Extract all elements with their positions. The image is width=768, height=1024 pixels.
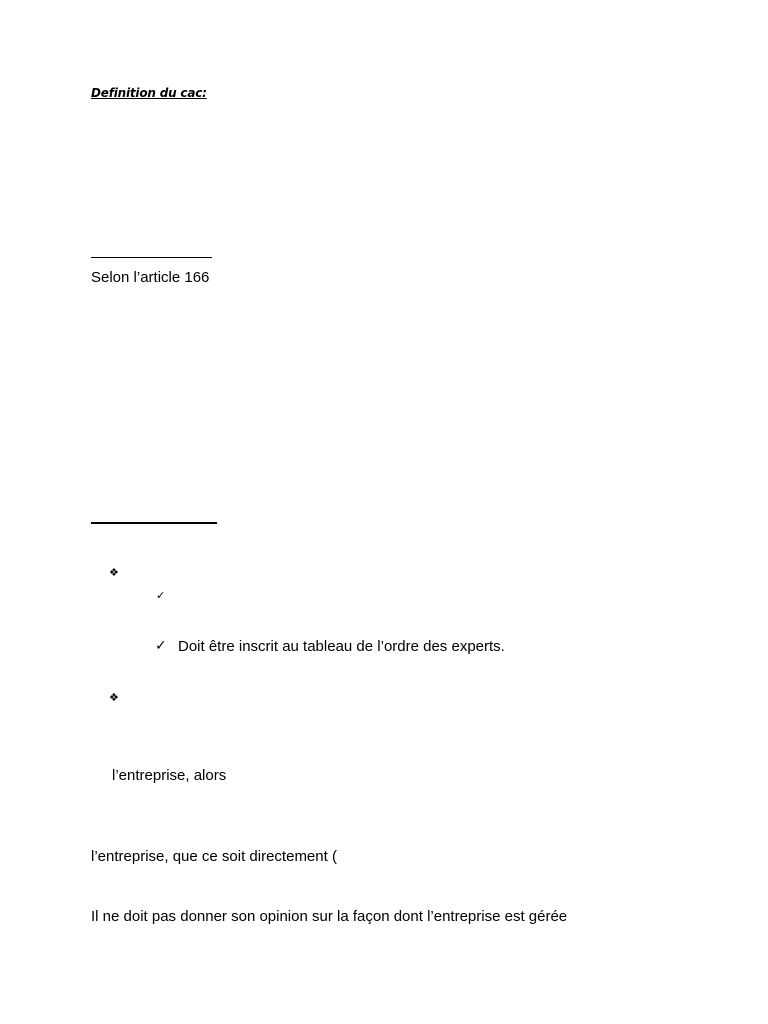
- document-heading: Definition du cac:: [91, 86, 207, 100]
- section-divider: [91, 257, 212, 258]
- section-divider: [91, 522, 217, 524]
- paragraph-text: l’entreprise, alors: [112, 767, 227, 784]
- paragraph-text: l’entreprise, que ce soit directement (: [91, 848, 337, 865]
- list-item-text: Doit être inscrit au tableau de l’ordre des experts.: [178, 638, 505, 655]
- diamond-bullet-icon: ❖: [109, 566, 119, 579]
- diamond-bullet-icon: ❖: [109, 691, 119, 704]
- paragraph-text: Il ne doit pas donner son opinion sur la façon dont l’entreprise est gérée: [91, 908, 568, 925]
- article-reference: Selon l’article 166: [91, 269, 210, 286]
- checkmark-bullet-icon: ✓: [155, 638, 167, 654]
- checkmark-bullet-icon: ✓: [156, 589, 166, 602]
